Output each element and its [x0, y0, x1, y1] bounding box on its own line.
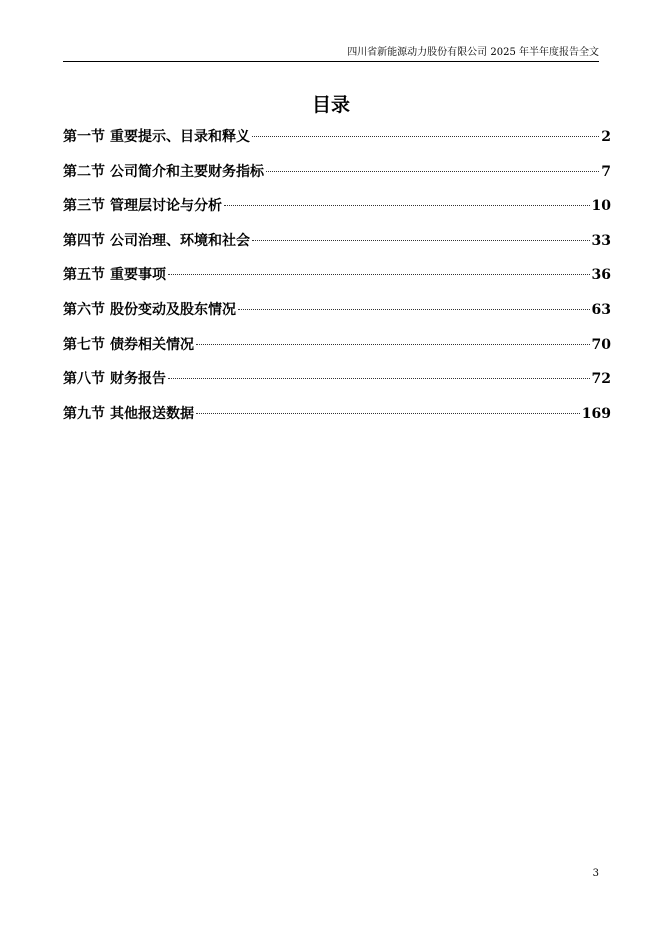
toc-entry-4[interactable] [63, 231, 611, 266]
toc-section-number: 第二节 [63, 163, 105, 180]
toc-page-number: 70 [591, 336, 611, 353]
toc-section-number: 第九节 [63, 405, 105, 422]
toc-entry-9[interactable] [63, 404, 611, 439]
toc-page-number: 33 [591, 232, 611, 249]
toc-dot-leader [196, 413, 580, 414]
page-title: 目录 [311, 94, 350, 116]
toc-page-number: 169 [581, 405, 611, 422]
toc-dot-leader [252, 136, 599, 137]
toc-dot-leader [238, 309, 590, 310]
toc-section-title: 股份变动及股东情况 [110, 301, 236, 318]
toc-entry-3[interactable] [63, 196, 611, 231]
toc-section-title: 财务报告 [110, 371, 166, 388]
page-header [63, 47, 599, 62]
toc-dot-leader [168, 378, 590, 379]
toc-section-title: 公司简介和主要财务指标 [110, 163, 264, 180]
toc-dot-leader [168, 274, 590, 275]
toc-page-number: 63 [591, 301, 611, 318]
toc-section-title: 管理层讨论与分析 [110, 198, 222, 215]
toc-entry-label [63, 196, 222, 216]
toc-entry-5[interactable] [63, 265, 611, 300]
page-number: 3 [592, 868, 599, 879]
toc-entry-label [63, 265, 166, 285]
toc-entry-7[interactable] [63, 335, 611, 370]
toc-section-title: 重要提示、目录和释义 [110, 129, 250, 145]
header-text: 四川省新能源动力股份有限公司 2025 年半年度报告全文 [347, 47, 599, 58]
toc-entry-label [63, 127, 250, 147]
toc-entry-6[interactable] [63, 300, 611, 335]
toc-section-title: 公司治理、环境和社会 [110, 232, 250, 249]
toc-entry-1[interactable] [63, 127, 611, 162]
toc-entry-label [63, 231, 250, 251]
toc-section-number: 第六节 [63, 301, 105, 318]
toc-page-number: 10 [591, 198, 611, 215]
toc-entry-label [63, 335, 194, 355]
toc-page-number: 72 [591, 371, 611, 388]
toc-section-title: 重要事项 [110, 267, 166, 284]
toc-dot-leader [252, 240, 590, 241]
toc-section-number: 第七节 [63, 336, 105, 353]
toc-section-number: 第三节 [63, 198, 105, 215]
toc-entry-label [63, 369, 166, 389]
toc-entry-label [63, 404, 194, 424]
toc-section-title: 其他报送数据 [110, 405, 194, 422]
toc-page-number: 2 [601, 129, 611, 145]
toc-dot-leader [224, 205, 590, 206]
toc-section-number: 第一节 [63, 129, 105, 145]
toc-section-title: 债券相关情况 [110, 336, 194, 353]
toc-section-number: 第四节 [63, 232, 105, 249]
toc-dot-leader [196, 344, 590, 345]
toc-entry-8[interactable] [63, 369, 611, 404]
toc-section-number: 第八节 [63, 371, 105, 388]
toc-dot-leader [266, 171, 599, 172]
toc-page-number: 36 [591, 267, 611, 284]
toc-page-number: 7 [601, 163, 611, 180]
table-of-contents [63, 127, 611, 438]
toc-entry-2[interactable] [63, 162, 611, 197]
toc-entry-label [63, 300, 236, 320]
toc-section-number: 第五节 [63, 267, 105, 284]
toc-entry-label [63, 162, 264, 182]
